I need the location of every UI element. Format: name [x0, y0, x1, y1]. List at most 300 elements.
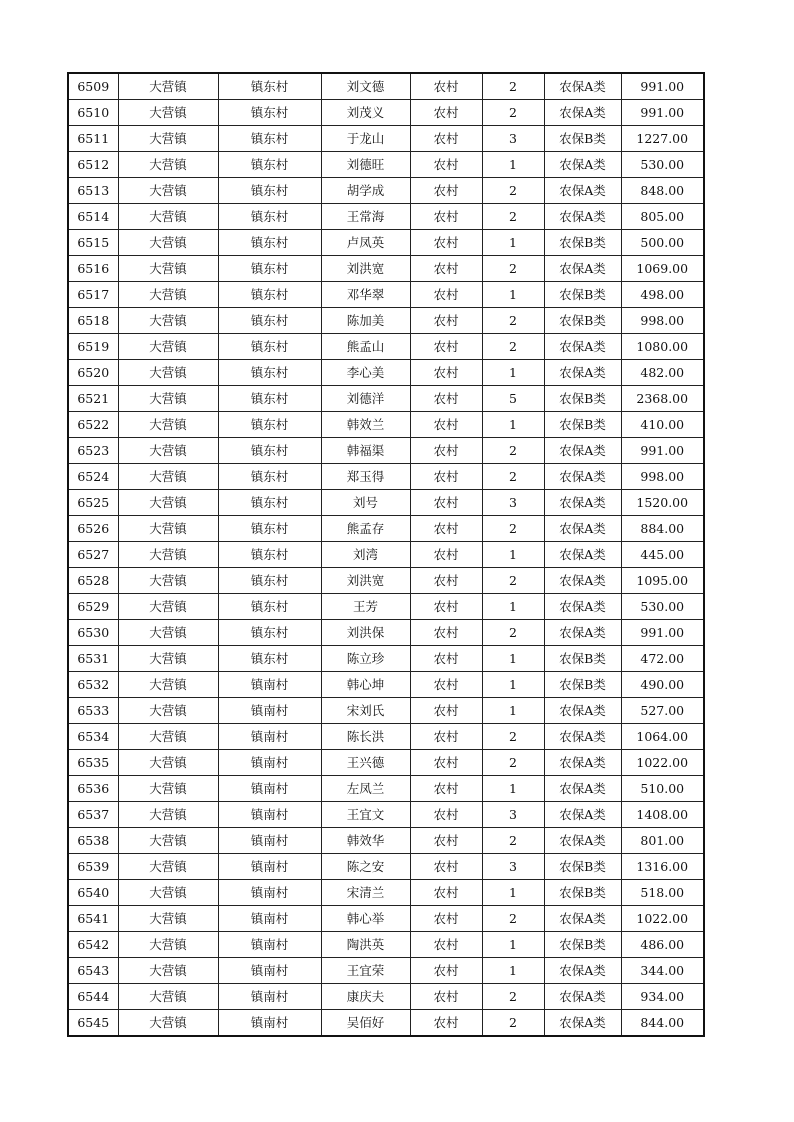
cell-village: 镇东村 [218, 230, 321, 256]
table-row [68, 620, 704, 646]
cell-amount: 991.00 [621, 438, 704, 464]
cell-household-type: 农村 [410, 984, 482, 1010]
cell-amount: 884.00 [621, 516, 704, 542]
cell-amount: 1520.00 [621, 490, 704, 516]
roster-sheet [67, 72, 703, 1037]
cell-insurance-category: 农保A类 [544, 984, 621, 1010]
cell-record-id: 6527 [68, 542, 118, 568]
cell-amount: 500.00 [621, 230, 704, 256]
table-row [68, 646, 704, 672]
cell-person-name: 韩心举 [321, 906, 410, 932]
cell-member-count: 2 [482, 100, 544, 126]
cell-record-id: 6540 [68, 880, 118, 906]
cell-record-id: 6538 [68, 828, 118, 854]
cell-amount: 805.00 [621, 204, 704, 230]
cell-town: 大营镇 [118, 126, 218, 152]
cell-village: 镇东村 [218, 646, 321, 672]
cell-town: 大营镇 [118, 1010, 218, 1037]
cell-person-name: 康庆夫 [321, 984, 410, 1010]
cell-insurance-category: 农保A类 [544, 1010, 621, 1037]
cell-household-type: 农村 [410, 282, 482, 308]
cell-person-name: 韩福渠 [321, 438, 410, 464]
table-row [68, 776, 704, 802]
cell-person-name: 刘湾 [321, 542, 410, 568]
cell-amount: 991.00 [621, 100, 704, 126]
cell-amount: 1064.00 [621, 724, 704, 750]
cell-town: 大营镇 [118, 360, 218, 386]
cell-record-id: 6509 [68, 73, 118, 100]
cell-record-id: 6523 [68, 438, 118, 464]
cell-person-name: 熊孟山 [321, 334, 410, 360]
cell-household-type: 农村 [410, 360, 482, 386]
cell-household-type: 农村 [410, 854, 482, 880]
cell-insurance-category: 农保A类 [544, 906, 621, 932]
cell-household-type: 农村 [410, 204, 482, 230]
cell-amount: 1316.00 [621, 854, 704, 880]
cell-amount: 490.00 [621, 672, 704, 698]
cell-household-type: 农村 [410, 698, 482, 724]
cell-person-name: 陶洪英 [321, 932, 410, 958]
cell-household-type: 农村 [410, 412, 482, 438]
cell-town: 大营镇 [118, 516, 218, 542]
cell-member-count: 3 [482, 802, 544, 828]
cell-record-id: 6534 [68, 724, 118, 750]
cell-town: 大营镇 [118, 802, 218, 828]
cell-town: 大营镇 [118, 204, 218, 230]
cell-record-id: 6532 [68, 672, 118, 698]
cell-village: 镇东村 [218, 308, 321, 334]
table-row [68, 230, 704, 256]
table-row [68, 672, 704, 698]
roster-table [67, 72, 705, 1037]
table-row [68, 412, 704, 438]
cell-record-id: 6531 [68, 646, 118, 672]
cell-insurance-category: 农保A类 [544, 204, 621, 230]
cell-amount: 844.00 [621, 1010, 704, 1037]
cell-insurance-category: 农保A类 [544, 73, 621, 100]
cell-member-count: 2 [482, 438, 544, 464]
cell-insurance-category: 农保A类 [544, 360, 621, 386]
cell-member-count: 2 [482, 516, 544, 542]
cell-member-count: 2 [482, 204, 544, 230]
cell-insurance-category: 农保A类 [544, 776, 621, 802]
cell-amount: 998.00 [621, 308, 704, 334]
cell-record-id: 6525 [68, 490, 118, 516]
table-row [68, 958, 704, 984]
cell-member-count: 2 [482, 256, 544, 282]
table-row [68, 516, 704, 542]
cell-household-type: 农村 [410, 568, 482, 594]
cell-record-id: 6518 [68, 308, 118, 334]
cell-amount: 998.00 [621, 464, 704, 490]
cell-household-type: 农村 [410, 594, 482, 620]
cell-town: 大营镇 [118, 854, 218, 880]
cell-town: 大营镇 [118, 73, 218, 100]
cell-town: 大营镇 [118, 334, 218, 360]
cell-village: 镇东村 [218, 100, 321, 126]
cell-record-id: 6512 [68, 152, 118, 178]
cell-member-count: 2 [482, 464, 544, 490]
cell-household-type: 农村 [410, 516, 482, 542]
cell-town: 大营镇 [118, 958, 218, 984]
table-row [68, 334, 704, 360]
table-row [68, 750, 704, 776]
cell-village: 镇南村 [218, 776, 321, 802]
table-row [68, 152, 704, 178]
cell-village: 镇东村 [218, 464, 321, 490]
cell-person-name: 韩心坤 [321, 672, 410, 698]
cell-person-name: 韩效华 [321, 828, 410, 854]
cell-amount: 510.00 [621, 776, 704, 802]
cell-village: 镇南村 [218, 854, 321, 880]
cell-insurance-category: 农保B类 [544, 126, 621, 152]
table-row [68, 73, 704, 100]
cell-insurance-category: 农保A类 [544, 516, 621, 542]
cell-town: 大营镇 [118, 568, 218, 594]
cell-record-id: 6535 [68, 750, 118, 776]
cell-insurance-category: 农保B类 [544, 308, 621, 334]
table-row [68, 308, 704, 334]
cell-town: 大营镇 [118, 776, 218, 802]
cell-household-type: 农村 [410, 386, 482, 412]
cell-household-type: 农村 [410, 932, 482, 958]
table-row [68, 1010, 704, 1037]
cell-household-type: 农村 [410, 126, 482, 152]
cell-record-id: 6517 [68, 282, 118, 308]
cell-village: 镇东村 [218, 568, 321, 594]
cell-village: 镇东村 [218, 178, 321, 204]
cell-insurance-category: 农保B类 [544, 672, 621, 698]
cell-town: 大营镇 [118, 594, 218, 620]
cell-insurance-category: 农保B类 [544, 646, 621, 672]
cell-household-type: 农村 [410, 490, 482, 516]
cell-town: 大营镇 [118, 880, 218, 906]
cell-household-type: 农村 [410, 620, 482, 646]
cell-household-type: 农村 [410, 906, 482, 932]
cell-insurance-category: 农保A类 [544, 438, 621, 464]
cell-person-name: 刘洪宽 [321, 256, 410, 282]
cell-household-type: 农村 [410, 750, 482, 776]
cell-insurance-category: 农保B类 [544, 386, 621, 412]
cell-member-count: 1 [482, 958, 544, 984]
cell-town: 大营镇 [118, 386, 218, 412]
cell-person-name: 陈加美 [321, 308, 410, 334]
cell-insurance-category: 农保A类 [544, 698, 621, 724]
cell-insurance-category: 农保A类 [544, 490, 621, 516]
cell-record-id: 6522 [68, 412, 118, 438]
cell-amount: 1022.00 [621, 750, 704, 776]
cell-insurance-category: 农保B类 [544, 880, 621, 906]
cell-person-name: 王宜荣 [321, 958, 410, 984]
cell-village: 镇东村 [218, 73, 321, 100]
table-row [68, 594, 704, 620]
cell-village: 镇东村 [218, 542, 321, 568]
cell-household-type: 农村 [410, 880, 482, 906]
cell-person-name: 吴佰好 [321, 1010, 410, 1037]
cell-village: 镇南村 [218, 828, 321, 854]
table-row [68, 724, 704, 750]
cell-member-count: 3 [482, 854, 544, 880]
table-row [68, 100, 704, 126]
table-row [68, 984, 704, 1010]
cell-village: 镇南村 [218, 724, 321, 750]
cell-person-name: 刘德洋 [321, 386, 410, 412]
cell-insurance-category: 农保A类 [544, 542, 621, 568]
cell-member-count: 2 [482, 724, 544, 750]
cell-person-name: 陈立珍 [321, 646, 410, 672]
cell-insurance-category: 农保B类 [544, 412, 621, 438]
cell-record-id: 6539 [68, 854, 118, 880]
table-row [68, 360, 704, 386]
cell-village: 镇东村 [218, 152, 321, 178]
cell-member-count: 1 [482, 412, 544, 438]
cell-town: 大营镇 [118, 932, 218, 958]
cell-member-count: 2 [482, 1010, 544, 1037]
cell-insurance-category: 农保A类 [544, 334, 621, 360]
cell-town: 大营镇 [118, 282, 218, 308]
cell-amount: 527.00 [621, 698, 704, 724]
cell-amount: 991.00 [621, 620, 704, 646]
cell-member-count: 1 [482, 360, 544, 386]
cell-amount: 991.00 [621, 73, 704, 100]
cell-person-name: 王宜文 [321, 802, 410, 828]
cell-amount: 2368.00 [621, 386, 704, 412]
cell-insurance-category: 农保A类 [544, 724, 621, 750]
cell-household-type: 农村 [410, 828, 482, 854]
table-row [68, 386, 704, 412]
cell-record-id: 6511 [68, 126, 118, 152]
cell-record-id: 6533 [68, 698, 118, 724]
cell-town: 大营镇 [118, 438, 218, 464]
cell-record-id: 6529 [68, 594, 118, 620]
cell-town: 大营镇 [118, 724, 218, 750]
cell-insurance-category: 农保A类 [544, 750, 621, 776]
cell-member-count: 5 [482, 386, 544, 412]
cell-town: 大营镇 [118, 464, 218, 490]
roster-table-body [68, 73, 704, 1036]
cell-member-count: 2 [482, 906, 544, 932]
cell-person-name: 刘文德 [321, 73, 410, 100]
cell-person-name: 于龙山 [321, 126, 410, 152]
cell-insurance-category: 农保A类 [544, 464, 621, 490]
cell-person-name: 宋刘氏 [321, 698, 410, 724]
cell-household-type: 农村 [410, 230, 482, 256]
cell-person-name: 邓华翠 [321, 282, 410, 308]
cell-household-type: 农村 [410, 464, 482, 490]
cell-record-id: 6536 [68, 776, 118, 802]
cell-household-type: 农村 [410, 73, 482, 100]
cell-village: 镇南村 [218, 984, 321, 1010]
cell-record-id: 6545 [68, 1010, 118, 1037]
cell-record-id: 6526 [68, 516, 118, 542]
cell-insurance-category: 农保B类 [544, 854, 621, 880]
cell-village: 镇东村 [218, 516, 321, 542]
cell-member-count: 1 [482, 932, 544, 958]
cell-record-id: 6514 [68, 204, 118, 230]
table-row [68, 802, 704, 828]
cell-town: 大营镇 [118, 698, 218, 724]
cell-member-count: 1 [482, 230, 544, 256]
table-row [68, 464, 704, 490]
cell-record-id: 6510 [68, 100, 118, 126]
cell-village: 镇东村 [218, 204, 321, 230]
cell-member-count: 1 [482, 152, 544, 178]
cell-amount: 1408.00 [621, 802, 704, 828]
cell-household-type: 农村 [410, 724, 482, 750]
cell-insurance-category: 农保A类 [544, 100, 621, 126]
cell-town: 大营镇 [118, 828, 218, 854]
cell-village: 镇南村 [218, 906, 321, 932]
cell-person-name: 宋清兰 [321, 880, 410, 906]
cell-record-id: 6530 [68, 620, 118, 646]
cell-member-count: 2 [482, 178, 544, 204]
cell-person-name: 王兴德 [321, 750, 410, 776]
cell-record-id: 6524 [68, 464, 118, 490]
cell-record-id: 6541 [68, 906, 118, 932]
cell-town: 大营镇 [118, 906, 218, 932]
cell-member-count: 2 [482, 568, 544, 594]
cell-amount: 530.00 [621, 152, 704, 178]
cell-person-name: 郑玉得 [321, 464, 410, 490]
cell-town: 大营镇 [118, 984, 218, 1010]
cell-town: 大营镇 [118, 412, 218, 438]
table-row [68, 542, 704, 568]
cell-amount: 498.00 [621, 282, 704, 308]
cell-record-id: 6521 [68, 386, 118, 412]
cell-town: 大营镇 [118, 230, 218, 256]
cell-village: 镇东村 [218, 334, 321, 360]
cell-village: 镇东村 [218, 620, 321, 646]
cell-insurance-category: 农保A类 [544, 256, 621, 282]
cell-household-type: 农村 [410, 646, 482, 672]
cell-record-id: 6542 [68, 932, 118, 958]
table-row [68, 178, 704, 204]
cell-amount: 801.00 [621, 828, 704, 854]
table-row [68, 698, 704, 724]
cell-record-id: 6520 [68, 360, 118, 386]
cell-household-type: 农村 [410, 802, 482, 828]
cell-insurance-category: 农保A类 [544, 958, 621, 984]
cell-member-count: 1 [482, 880, 544, 906]
cell-household-type: 农村 [410, 256, 482, 282]
cell-member-count: 2 [482, 750, 544, 776]
cell-amount: 410.00 [621, 412, 704, 438]
cell-member-count: 1 [482, 282, 544, 308]
cell-person-name: 刘茂义 [321, 100, 410, 126]
table-row [68, 880, 704, 906]
table-row [68, 932, 704, 958]
table-row [68, 828, 704, 854]
cell-insurance-category: 农保A类 [544, 828, 621, 854]
cell-member-count: 1 [482, 672, 544, 698]
cell-member-count: 2 [482, 334, 544, 360]
cell-person-name: 刘德旺 [321, 152, 410, 178]
cell-person-name: 熊孟存 [321, 516, 410, 542]
cell-household-type: 农村 [410, 672, 482, 698]
cell-town: 大营镇 [118, 542, 218, 568]
cell-village: 镇南村 [218, 802, 321, 828]
cell-member-count: 1 [482, 776, 544, 802]
cell-record-id: 6543 [68, 958, 118, 984]
cell-member-count: 3 [482, 490, 544, 516]
cell-amount: 445.00 [621, 542, 704, 568]
cell-person-name: 陈长洪 [321, 724, 410, 750]
cell-town: 大营镇 [118, 750, 218, 776]
cell-amount: 848.00 [621, 178, 704, 204]
cell-amount: 1022.00 [621, 906, 704, 932]
cell-amount: 1080.00 [621, 334, 704, 360]
table-row [68, 438, 704, 464]
table-row [68, 126, 704, 152]
table-row [68, 854, 704, 880]
cell-village: 镇南村 [218, 1010, 321, 1037]
cell-village: 镇南村 [218, 932, 321, 958]
cell-town: 大营镇 [118, 620, 218, 646]
cell-insurance-category: 农保A类 [544, 802, 621, 828]
cell-household-type: 农村 [410, 958, 482, 984]
cell-person-name: 卢凤英 [321, 230, 410, 256]
table-row [68, 256, 704, 282]
table-row [68, 568, 704, 594]
cell-person-name: 刘洪宽 [321, 568, 410, 594]
cell-household-type: 农村 [410, 438, 482, 464]
cell-village: 镇南村 [218, 958, 321, 984]
cell-member-count: 2 [482, 620, 544, 646]
cell-record-id: 6537 [68, 802, 118, 828]
table-row [68, 282, 704, 308]
cell-amount: 1095.00 [621, 568, 704, 594]
cell-amount: 486.00 [621, 932, 704, 958]
cell-member-count: 1 [482, 542, 544, 568]
cell-village: 镇东村 [218, 126, 321, 152]
cell-household-type: 农村 [410, 542, 482, 568]
cell-village: 镇东村 [218, 438, 321, 464]
cell-household-type: 农村 [410, 178, 482, 204]
cell-town: 大营镇 [118, 490, 218, 516]
cell-person-name: 韩效兰 [321, 412, 410, 438]
cell-amount: 530.00 [621, 594, 704, 620]
cell-member-count: 1 [482, 698, 544, 724]
cell-insurance-category: 农保B类 [544, 282, 621, 308]
cell-town: 大营镇 [118, 178, 218, 204]
cell-village: 镇东村 [218, 386, 321, 412]
cell-amount: 934.00 [621, 984, 704, 1010]
cell-amount: 518.00 [621, 880, 704, 906]
cell-household-type: 农村 [410, 776, 482, 802]
cell-person-name: 王芳 [321, 594, 410, 620]
cell-amount: 344.00 [621, 958, 704, 984]
cell-village: 镇东村 [218, 256, 321, 282]
cell-record-id: 6515 [68, 230, 118, 256]
cell-household-type: 农村 [410, 100, 482, 126]
cell-amount: 1069.00 [621, 256, 704, 282]
cell-member-count: 2 [482, 828, 544, 854]
cell-person-name: 左凤兰 [321, 776, 410, 802]
cell-town: 大营镇 [118, 256, 218, 282]
cell-person-name: 胡学成 [321, 178, 410, 204]
cell-member-count: 2 [482, 73, 544, 100]
cell-member-count: 1 [482, 646, 544, 672]
cell-town: 大营镇 [118, 646, 218, 672]
cell-amount: 482.00 [621, 360, 704, 386]
cell-insurance-category: 农保A类 [544, 152, 621, 178]
cell-insurance-category: 农保A类 [544, 568, 621, 594]
cell-person-name: 李心美 [321, 360, 410, 386]
cell-amount: 1227.00 [621, 126, 704, 152]
cell-town: 大营镇 [118, 308, 218, 334]
cell-household-type: 农村 [410, 308, 482, 334]
cell-household-type: 农村 [410, 152, 482, 178]
